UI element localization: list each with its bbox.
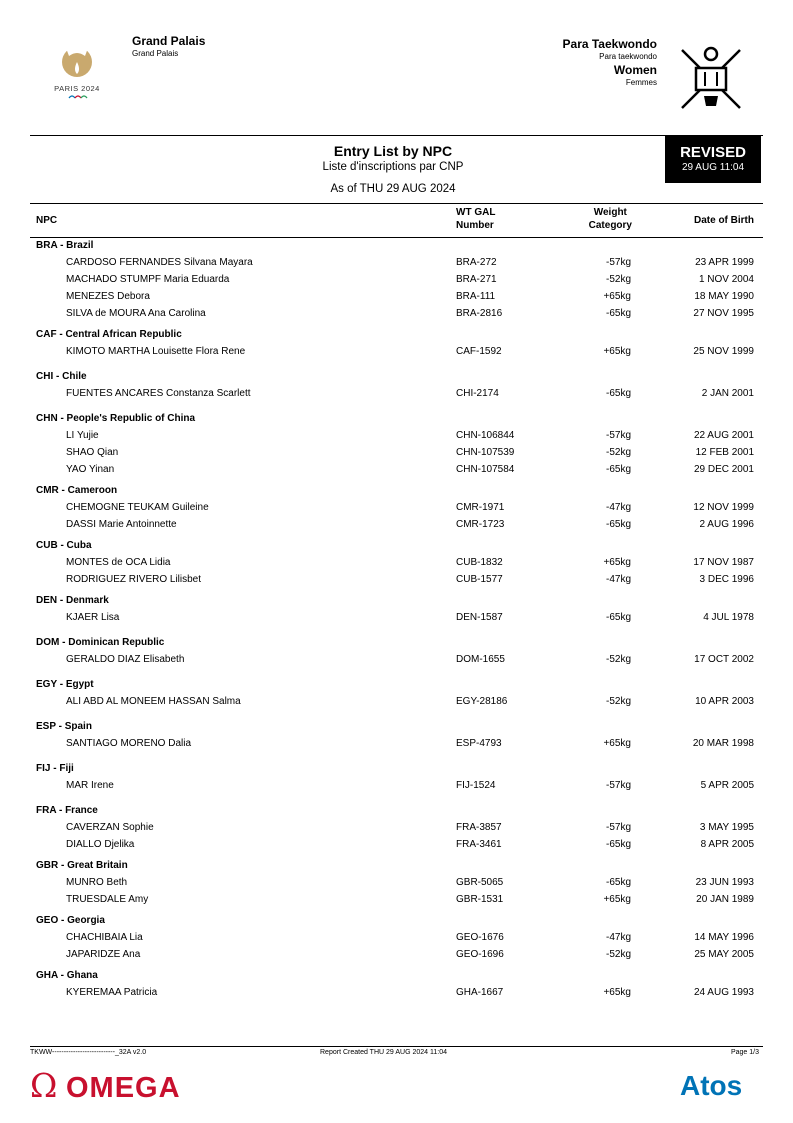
npc-group [30,634,763,672]
npc-group [30,967,763,1005]
column-header-npc: NPC [36,215,58,226]
npc-heading: DEN - Denmark [36,595,109,606]
date-of-birth: 3 DEC 1996 [699,574,754,585]
athlete-name: TRUESDALE Amy [66,894,149,905]
weight-category: -57kg [605,257,631,268]
athlete-name: YAO Yinan [66,464,115,475]
weight-category: -52kg [605,696,631,707]
weight-category: -47kg [605,502,631,513]
athlete-name: CHACHIBAIA Lia [66,932,143,943]
weight-category: +65kg [603,738,631,749]
table-header [30,203,763,238]
table-row [30,777,763,794]
wt-gal-number: GBR-5065 [456,877,504,888]
wt-gal-number: GEO-1676 [456,932,504,943]
report-code: TKWW---------------------------_32A v2.0 [30,1049,147,1056]
table-row [30,891,763,908]
table-row [30,385,763,402]
athlete-name: CHEMOGNE TEUKAM Guileine [66,502,209,513]
omega-text: OMEGA [66,1072,181,1102]
wt-gal-number: BRA-2816 [456,308,503,319]
athlete-name: MACHADO STUMPF Maria Eduarda [66,274,230,285]
date-of-birth: 29 DEC 2001 [693,464,754,475]
wt-gal-number: CHI-2174 [456,388,499,399]
wt-gal-number: BRA-272 [456,257,497,268]
table-row [30,444,763,461]
npc-group [30,718,763,756]
date-of-birth: 2 JAN 2001 [701,388,754,399]
weight-category: +65kg [603,894,631,905]
wt-gal-number: CHN-107539 [456,447,515,458]
weight-category: -52kg [605,447,631,458]
table-row [30,946,763,963]
athlete-name: SILVA de MOURA Ana Carolina [66,308,206,319]
wt-gal-number: GHA-1667 [456,987,504,998]
date-of-birth: 5 APR 2005 [700,780,754,791]
table-row [30,461,763,478]
athlete-name: MENEZES Debora [66,291,150,302]
sport-block [397,37,657,89]
athlete-name: KIMOTO MARTHA Louisette Flora Rene [66,346,246,357]
weight-category: -47kg [605,574,631,585]
npc-group [30,760,763,798]
athlete-name: MUNRO Beth [66,877,128,888]
weight-category: -57kg [605,822,631,833]
column-header-number-line1: WT GAL [456,207,496,218]
npc-group [30,410,763,478]
wt-gal-number: CHN-106844 [456,430,515,441]
weight-category: -52kg [605,274,631,285]
npc-group [30,482,763,533]
npc-group [30,537,763,588]
wt-gal-number: FRA-3857 [456,822,502,833]
npc-heading: CAF - Central African Republic [36,329,182,340]
table-row [30,929,763,946]
date-of-birth: 1 NOV 2004 [698,274,754,285]
npc-group [30,368,763,406]
date-of-birth: 12 NOV 1999 [693,502,754,513]
date-of-birth: 12 FEB 2001 [695,447,754,458]
table-row [30,254,763,271]
npc-heading: EGY - Egypt [36,679,94,690]
date-of-birth: 27 NOV 1995 [693,308,754,319]
table-row [30,305,763,322]
athlete-name: CAVERZAN Sophie [66,822,154,833]
npc-heading: CMR - Cameroon [36,485,118,496]
npc-heading: GHA - Ghana [36,970,98,981]
revised-label: REVISED [680,144,746,161]
header-divider [30,135,763,136]
athlete-name: FUENTES ANCARES Constanza Scarlett [66,388,251,399]
weight-category: -57kg [605,430,631,441]
date-of-birth: 20 JAN 1989 [696,894,754,905]
wt-gal-number: CUB-1577 [456,574,503,585]
revised-date: 29 AUG 11:04 [681,162,745,173]
npc-heading: GEO - Georgia [36,915,105,926]
weight-category: -65kg [605,839,631,850]
athlete-name: CARDOSO FERNANDES Silvana Mayara [66,257,253,268]
athlete-name: DIALLO Djelika [66,839,135,850]
date-of-birth: 22 AUG 2001 [693,430,754,441]
wt-gal-number: CUB-1832 [456,557,503,568]
column-header-weight-line1: Weight [593,207,627,218]
weight-category: +65kg [603,557,631,568]
date-of-birth: 20 MAR 1998 [692,738,754,749]
date-of-birth: 3 MAY 1995 [699,822,754,833]
wt-gal-number: BRA-271 [456,274,497,285]
paris-2024-logo [40,40,115,110]
wt-gal-number: FIJ-1524 [456,780,496,791]
table-row [30,651,763,668]
table-row [30,499,763,516]
wt-gal-number: CAF-1592 [456,346,502,357]
athlete-name: MAR Irene [66,780,114,791]
npc-heading: BRA - Brazil [36,240,94,251]
date-of-birth: 17 NOV 1987 [693,557,754,568]
table-row [30,693,763,710]
npc-group [30,912,763,963]
date-of-birth: 23 APR 1999 [695,257,754,268]
wt-gal-number: GBR-1531 [456,894,504,905]
column-header-dob: Date of Birth [694,215,754,226]
date-of-birth: 24 AUG 1993 [693,987,754,998]
date-of-birth: 18 MAY 1990 [694,291,754,302]
npc-group [30,676,763,714]
wt-gal-number: BRA-111 [456,291,496,302]
date-of-birth: 10 APR 2003 [695,696,754,707]
date-of-birth: 8 APR 2005 [700,839,754,850]
wt-gal-number: ESP-4793 [456,738,502,749]
weight-category: -65kg [605,464,631,475]
revised-badge [665,136,761,183]
npc-heading: ESP - Spain [36,721,92,732]
date-of-birth: 14 MAY 1996 [694,932,754,943]
wt-gal-number: CMR-1723 [456,519,505,530]
table-row [30,984,763,1001]
svg-text:Ω: Ω [30,1068,58,1102]
table-row [30,427,763,444]
npc-group [30,857,763,908]
weight-category: -65kg [605,877,631,888]
column-header-number [456,206,495,232]
wt-gal-number: FRA-3461 [456,839,502,850]
date-of-birth: 17 OCT 2002 [694,654,754,665]
table-row [30,836,763,853]
athlete-name: DASSI Marie Antoinnette [66,519,177,530]
npc-group [30,326,763,364]
athlete-name: SHAO Qian [66,447,119,458]
wt-gal-number: EGY-28186 [456,696,508,707]
athlete-name: ALI ABD AL MONEEM HASSAN Salma [66,696,241,707]
table-row [30,554,763,571]
table-row [30,819,763,836]
column-header-weight [589,206,632,232]
date-of-birth: 23 JUN 1993 [695,877,754,888]
taekwondo-pictogram-icon [678,46,744,112]
npc-heading: GBR - Great Britain [36,860,128,871]
weight-category: -47kg [605,932,631,943]
wt-gal-number: CHN-107584 [456,464,515,475]
athlete-name: KYEREMAA Patricia [66,987,158,998]
table-row [30,516,763,533]
weight-category: -65kg [605,519,631,530]
table-row [30,571,763,588]
column-header-weight-line2: Category [588,220,632,231]
athlete-name: RODRIGUEZ RIVERO Lilisbet [66,574,202,585]
weight-category: +65kg [603,987,631,998]
athlete-name: GERALDO DIAZ Elisabeth [66,654,185,665]
table-row [30,735,763,752]
omega-logo [30,1068,195,1102]
weight-category: +65kg [603,346,631,357]
title-block [230,143,556,197]
date-of-birth: 2 AUG 1996 [699,519,754,530]
date-of-birth: 25 NOV 1999 [693,346,754,357]
logo-text: PARIS 2024 [54,84,100,93]
page-number: Page 1/3 [730,1049,759,1056]
venue-title: Grand Palais [132,34,206,48]
table-row [30,343,763,360]
weight-category: -65kg [605,308,631,319]
wt-gal-number: DEN-1587 [456,612,503,623]
npc-heading: FRA - France [36,805,98,816]
entry-table-body [30,237,763,1009]
table-row [30,271,763,288]
sport-subtitle: Para taekwondo [599,52,657,61]
npc-heading: CHI - Chile [36,371,87,382]
page-subtitle: Liste d'inscriptions par CNP [322,161,464,173]
wt-gal-number: GEO-1696 [456,949,504,960]
npc-group [30,237,763,322]
table-row [30,609,763,626]
page-title: Entry List by NPC [333,143,453,159]
npc-heading: DOM - Dominican Republic [36,637,165,648]
table-row [30,288,763,305]
table-row [30,874,763,891]
athlete-name: MONTES de OCA Lidia [66,557,171,568]
npc-group [30,802,763,853]
athlete-name: SANTIAGO MORENO Dalia [66,738,192,749]
report-created: Report Created THU 29 AUG 2024 11:04 [320,1049,447,1056]
npc-heading: CHN - People's Republic of China [36,413,196,424]
gender-title: Women [613,63,657,77]
weight-category: -65kg [605,388,631,399]
footer-divider [30,1046,763,1047]
gender-subtitle: Femmes [625,78,657,87]
venue-subtitle: Grand Palais [132,49,179,58]
weight-category: -52kg [605,949,631,960]
sport-title: Para Taekwondo [562,37,657,51]
wt-gal-number: DOM-1655 [456,654,505,665]
atos-logo [680,1068,765,1102]
athlete-name: JAPARIDZE Ana [66,949,141,960]
npc-group [30,592,763,630]
weight-category: -57kg [605,780,631,791]
npc-heading: FIJ - Fiji [36,763,74,774]
as-of-date: As of THU 29 AUG 2024 [330,183,456,195]
column-header-number-line2: Number [456,220,494,231]
athlete-name: LI Yujie [66,430,99,441]
npc-heading: CUB - Cuba [36,540,92,551]
weight-category: -65kg [605,612,631,623]
athlete-name: KJAER Lisa [66,612,120,623]
wt-gal-number: CMR-1971 [456,502,505,513]
weight-category: +65kg [603,291,631,302]
atos-text: Atos [680,1070,743,1101]
date-of-birth: 25 MAY 2005 [694,949,754,960]
date-of-birth: 4 JUL 1978 [703,612,754,623]
weight-category: -52kg [605,654,631,665]
